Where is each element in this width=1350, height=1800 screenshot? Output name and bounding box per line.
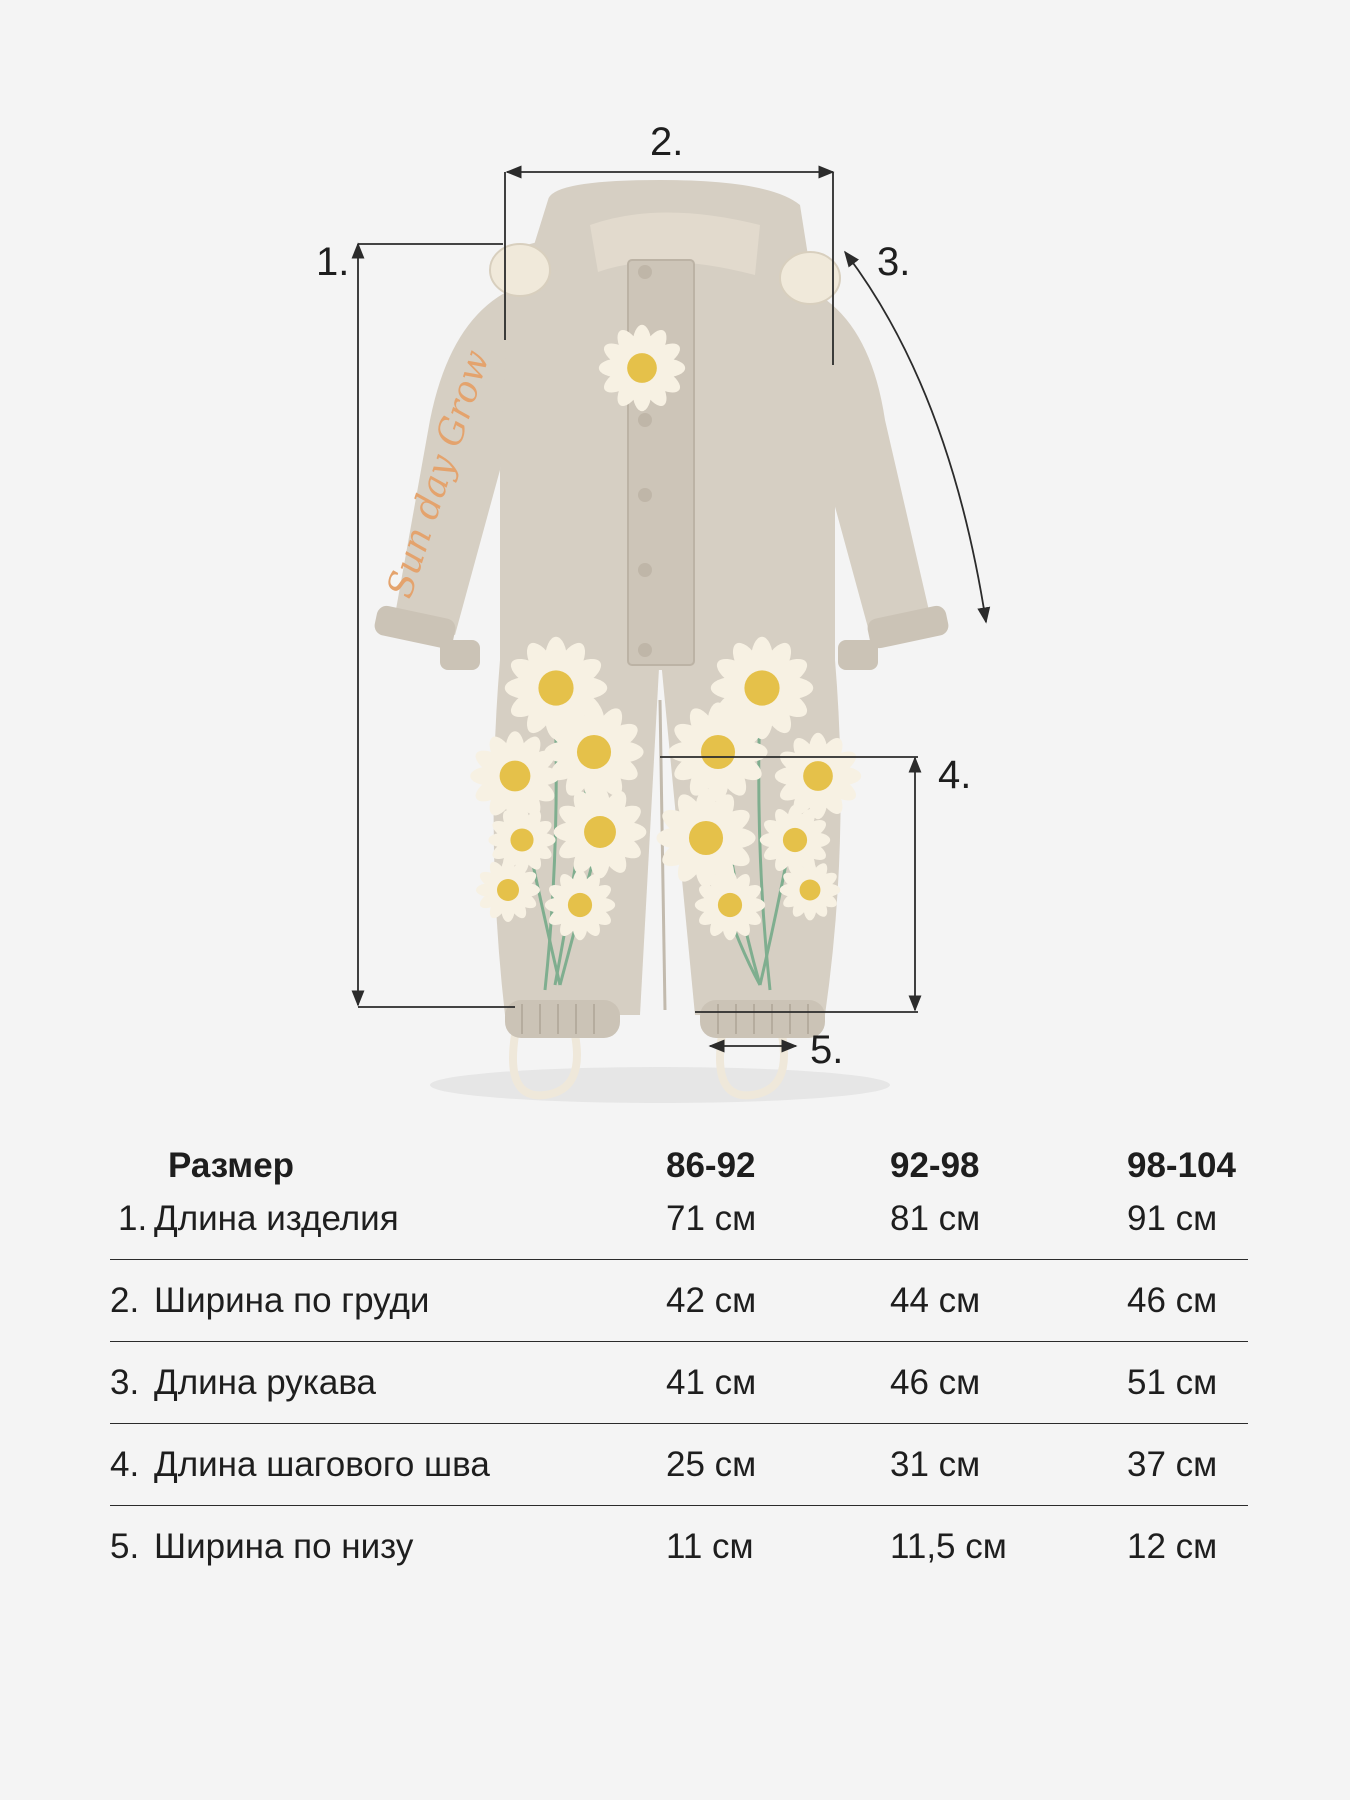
cell-value: 31 см	[890, 1424, 1127, 1506]
cell-value: 41 см	[666, 1342, 890, 1424]
cell-value: 46 см	[1127, 1260, 1248, 1342]
hood-ear-left	[490, 244, 550, 296]
row-label	[110, 1424, 666, 1506]
row-number: 1.	[118, 1199, 148, 1238]
cell-value: 46 см	[890, 1342, 1127, 1424]
table-row	[110, 1342, 1248, 1424]
size-header-86-92: 86-92	[666, 1146, 756, 1185]
row-label	[110, 1506, 666, 1588]
cell-value: 11,5 см	[890, 1526, 1007, 1566]
row-label	[110, 1260, 666, 1342]
table-row	[110, 1197, 1248, 1260]
row-label	[110, 1197, 666, 1260]
size-header-92-98: 92-98	[890, 1146, 980, 1185]
measure-label-1: 1.	[316, 240, 350, 284]
row-name: Ширина по низу	[154, 1526, 414, 1566]
cell-value: 81 см	[890, 1197, 1127, 1260]
measure-label-3: 3.	[877, 240, 911, 284]
row-number: 4.	[110, 1444, 140, 1484]
row-name: Длина рукава	[154, 1362, 376, 1402]
size-chart-table	[110, 1135, 1248, 1587]
sleeve-script-text: Sun day Grow	[379, 345, 499, 603]
measure-label-4: 4.	[938, 753, 972, 797]
size-header-label: Размер	[168, 1146, 295, 1185]
hood-ear-right	[780, 252, 840, 304]
measure-label-2: 2.	[650, 120, 684, 164]
size-header-row	[110, 1135, 1248, 1197]
cell-value: 44 см	[890, 1260, 1127, 1342]
table-row	[110, 1260, 1248, 1342]
row-number: 5.	[110, 1526, 140, 1566]
size-header-98-104: 98-104	[1127, 1146, 1236, 1185]
cell-value: 12 см	[1127, 1526, 1218, 1566]
front-placket	[628, 260, 694, 665]
row-number: 3.	[110, 1362, 140, 1402]
row-label	[110, 1342, 666, 1424]
row-name: Ширина по груди	[154, 1280, 430, 1320]
row-name: Длина изделия	[154, 1199, 399, 1238]
cell-value: 11 см	[666, 1526, 754, 1566]
cell-value: 51 см	[1127, 1342, 1248, 1424]
table-row	[110, 1506, 1248, 1588]
cell-value: 71 см	[666, 1197, 890, 1260]
cell-value: 25 см	[666, 1424, 890, 1506]
row-name: Длина шагового шва	[154, 1444, 490, 1484]
cell-value: 42 см	[666, 1260, 890, 1342]
cell-value: 37 см	[1127, 1424, 1248, 1506]
row-number: 2.	[110, 1280, 140, 1320]
cell-value: 91 см	[1127, 1197, 1248, 1260]
measure-label-5: 5.	[810, 1028, 844, 1072]
table-row	[110, 1424, 1248, 1506]
